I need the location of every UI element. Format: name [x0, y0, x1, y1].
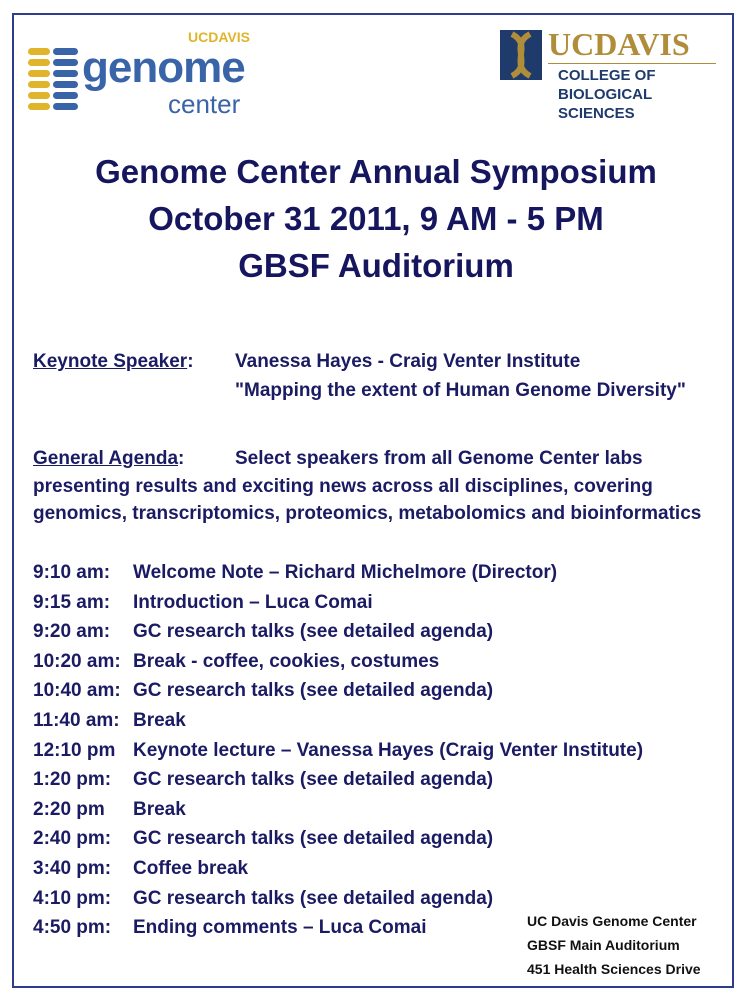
agenda-time: 2:20 pm [33, 798, 105, 820]
general-agenda-line: Select speakers from all Genome Center labs [235, 448, 643, 469]
cbs-logo [500, 26, 720, 125]
agenda-item [33, 798, 186, 821]
agenda-description: Break - coffee, cookies, costumes [133, 650, 440, 672]
agenda-description: Break [133, 798, 186, 820]
agenda-time: 2:40 pm: [33, 828, 112, 850]
cbs-line: COLLEGE OF [558, 67, 656, 84]
agenda-item [33, 679, 493, 702]
agenda-time: 1:20 pm: [33, 769, 112, 791]
dna-icon [500, 30, 542, 80]
agenda-description: Welcome Note – Richard Michelmore (Director) [133, 562, 558, 583]
agenda-description: Ending comments – Luca Comai [133, 917, 427, 939]
logo-ucdavis-text: UCDAVIS [188, 29, 250, 45]
logo-genome-text: genome [82, 43, 245, 92]
agenda-description: GC research talks (see detailed agenda) [133, 769, 494, 791]
agenda-time: 4:50 pm: [33, 917, 112, 939]
agenda-description: GC research talks (see detailed agenda) [133, 680, 494, 702]
address-line: GBSF Main Auditorium [527, 937, 680, 953]
agenda-time: 9:10 am: [33, 562, 111, 583]
general-agenda-label: General Agenda: [33, 448, 185, 469]
address-line: 451 Health Sciences Drive [527, 961, 701, 977]
agenda-item [33, 650, 439, 673]
agenda-description: GC research talks (see detailed agenda) [133, 621, 494, 643]
agenda-item [33, 768, 493, 791]
address-line: UC Davis Genome Center [527, 913, 697, 929]
cbs-line: SCIENCES [558, 105, 635, 122]
title-line-3: GBSF Auditorium [238, 247, 514, 284]
cbs-ucdavis-text: UCDAVIS [548, 26, 690, 62]
agenda-item [33, 887, 493, 910]
agenda-item [33, 591, 373, 614]
title-line-1: Genome Center Annual Symposium [95, 153, 657, 190]
logo-center-text: center [168, 89, 241, 119]
keynote-talk: "Mapping the extent of Human Genome Diversity" [235, 380, 686, 401]
agenda-time: 9:20 am: [33, 621, 111, 643]
title-line-2: October 31 2011, 9 AM - 5 PM [148, 200, 604, 237]
agenda-item [33, 827, 493, 850]
agenda-item [33, 857, 248, 880]
agenda-time: 9:15 am: [33, 591, 111, 613]
agenda-description: Break [133, 710, 186, 731]
keynote-label: Keynote Speaker: [33, 351, 194, 372]
agenda-description: Coffee break [133, 858, 249, 879]
agenda-description: GC research talks (see detailed agenda) [133, 887, 494, 909]
agenda-time: 3:40 pm: [33, 858, 112, 879]
general-agenda-line: presenting results and exciting news across all disciplines, covering [33, 476, 653, 497]
agenda-time: 10:20 am: [33, 650, 121, 672]
cbs-line: BIOLOGICAL [558, 86, 653, 103]
agenda-time: 10:40 am: [33, 680, 121, 702]
agenda-description: Keynote lecture – Vanessa Hayes (Craig Venter Institute) [133, 739, 644, 761]
agenda-time: 11:40 am: [33, 710, 120, 731]
agenda-item [33, 916, 427, 939]
general-agenda-line: genomics, transcriptomics, proteomics, metabolomics and bioinformatics [33, 503, 702, 524]
keynote-speaker: Vanessa Hayes - Craig Venter Institute [235, 351, 581, 372]
agenda-description: GC research talks (see detailed agenda) [133, 828, 494, 850]
agenda-item [33, 620, 493, 643]
agenda-time: 12:10 pm [33, 739, 116, 761]
agenda-item [33, 739, 643, 762]
agenda-item [33, 709, 186, 732]
agenda-item [33, 561, 557, 584]
genome-center-logo [28, 30, 308, 118]
agenda-description: Introduction – Luca Comai [133, 591, 373, 613]
agenda-time: 4:10 pm: [33, 887, 112, 909]
